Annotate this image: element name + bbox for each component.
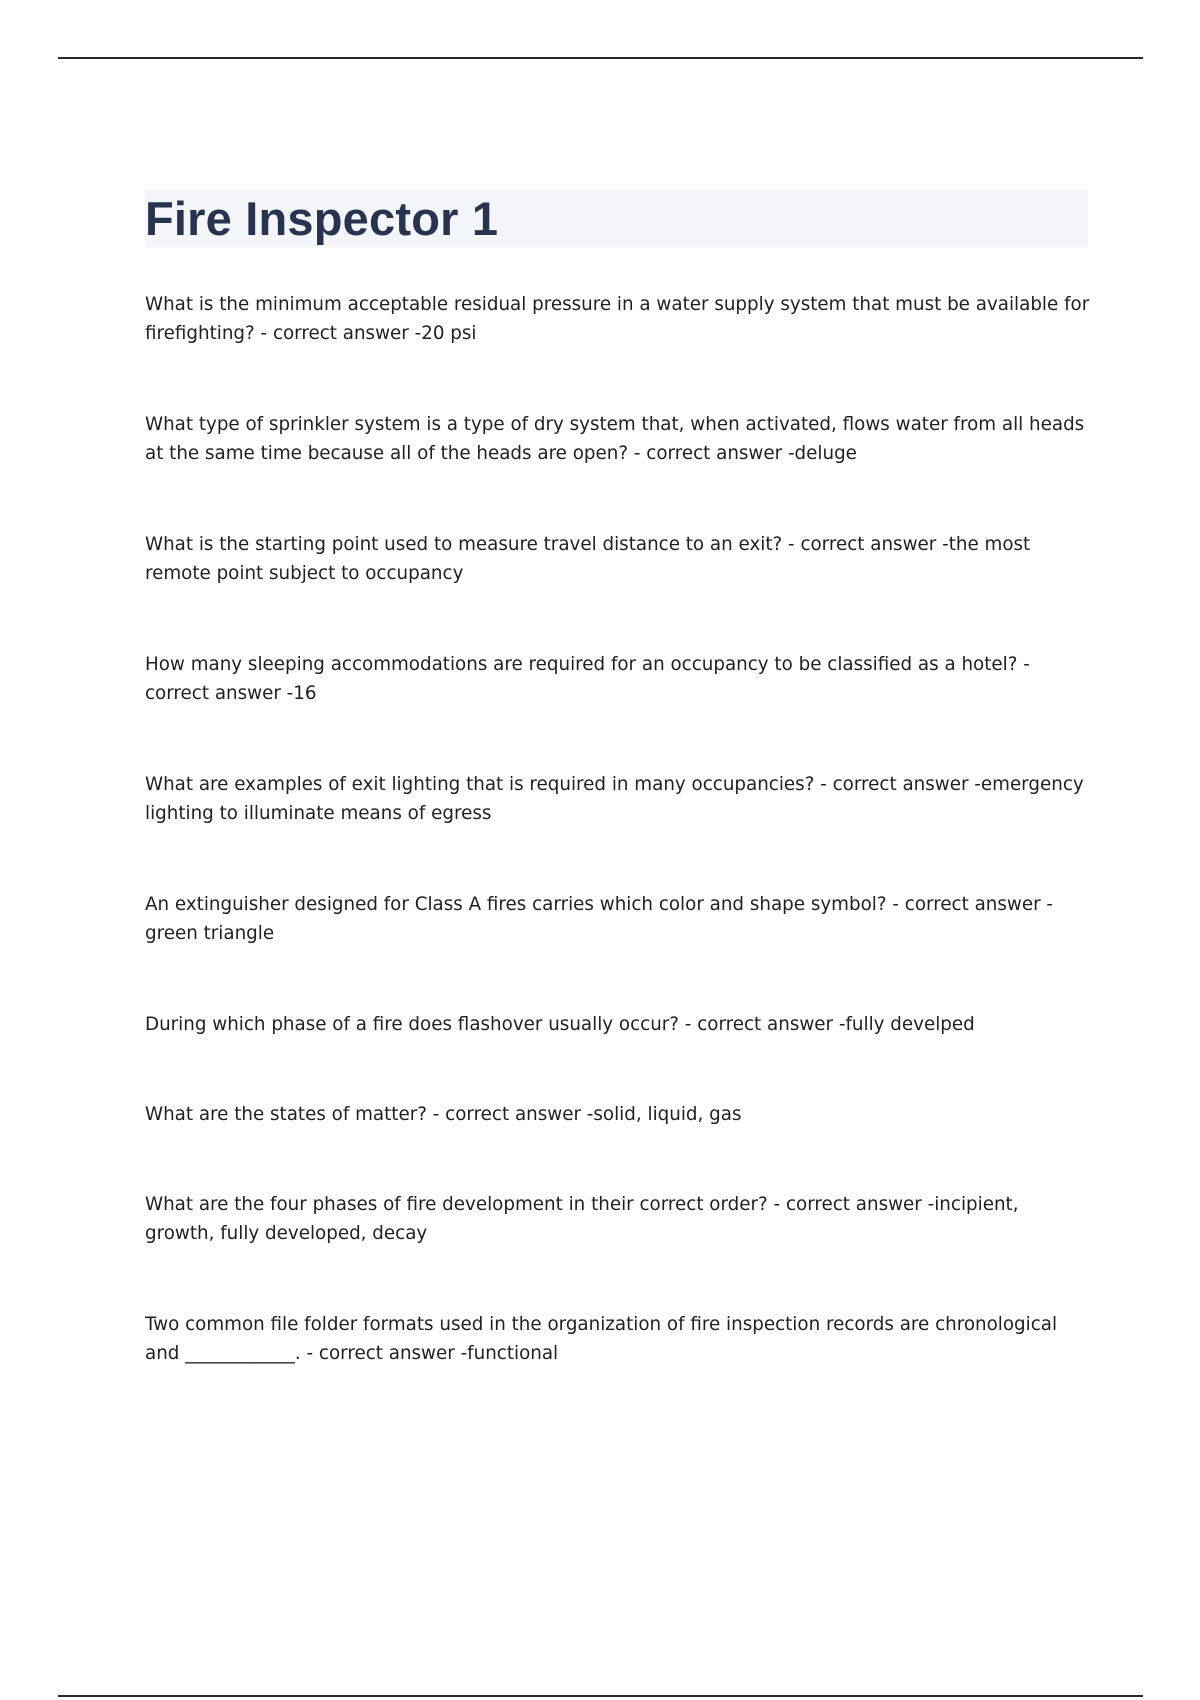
qa-item-7: During which phase of a fire does flashover usually occur? - correct answer -fully develped — [145, 1014, 975, 1035]
qa-item-2: What type of sprinkler system is a type of dry system that, when activated, flows water from all heads at the same time because all of the heads are open? - correct answer -deluge — [145, 414, 1085, 464]
qa-item-3: What is the starting point used to measure travel distance to an exit? - correct answer -the most remote point subject to occupancy — [145, 534, 1031, 584]
qa-item-6: An extinguisher designed for Class A fires carries which color and shape symbol? - correct answer -green triangle — [145, 894, 1054, 944]
header-rule — [58, 57, 1143, 59]
footer-rule — [58, 1695, 1143, 1697]
page-title: Fire Inspector 1 — [145, 192, 499, 245]
qa-item-10: Two common file folder formats used in the organization of fire inspection records are chronological and ____________. - correct answer -functional — [145, 1314, 1058, 1364]
qa-item-5: What are examples of exit lighting that is required in many occupancies? - correct answer -emergency lighting to illuminate means of egress — [145, 774, 1084, 824]
qa-item-8: What are the states of matter? - correct answer -solid, liquid, gas — [145, 1104, 742, 1125]
qa-item-4: How many sleeping accommodations are required for an occupancy to be classified as a hotel? - correct answer -16 — [145, 654, 1030, 704]
qa-item-9: What are the four phases of fire development in their correct order? - correct answer -incipient, growth, fully developed, decay — [145, 1194, 1019, 1244]
qa-item-1: What is the minimum acceptable residual pressure in a water supply system that must be available for firefighting? - correct answer -20 psi — [145, 294, 1090, 344]
title-banner — [145, 190, 1088, 247]
